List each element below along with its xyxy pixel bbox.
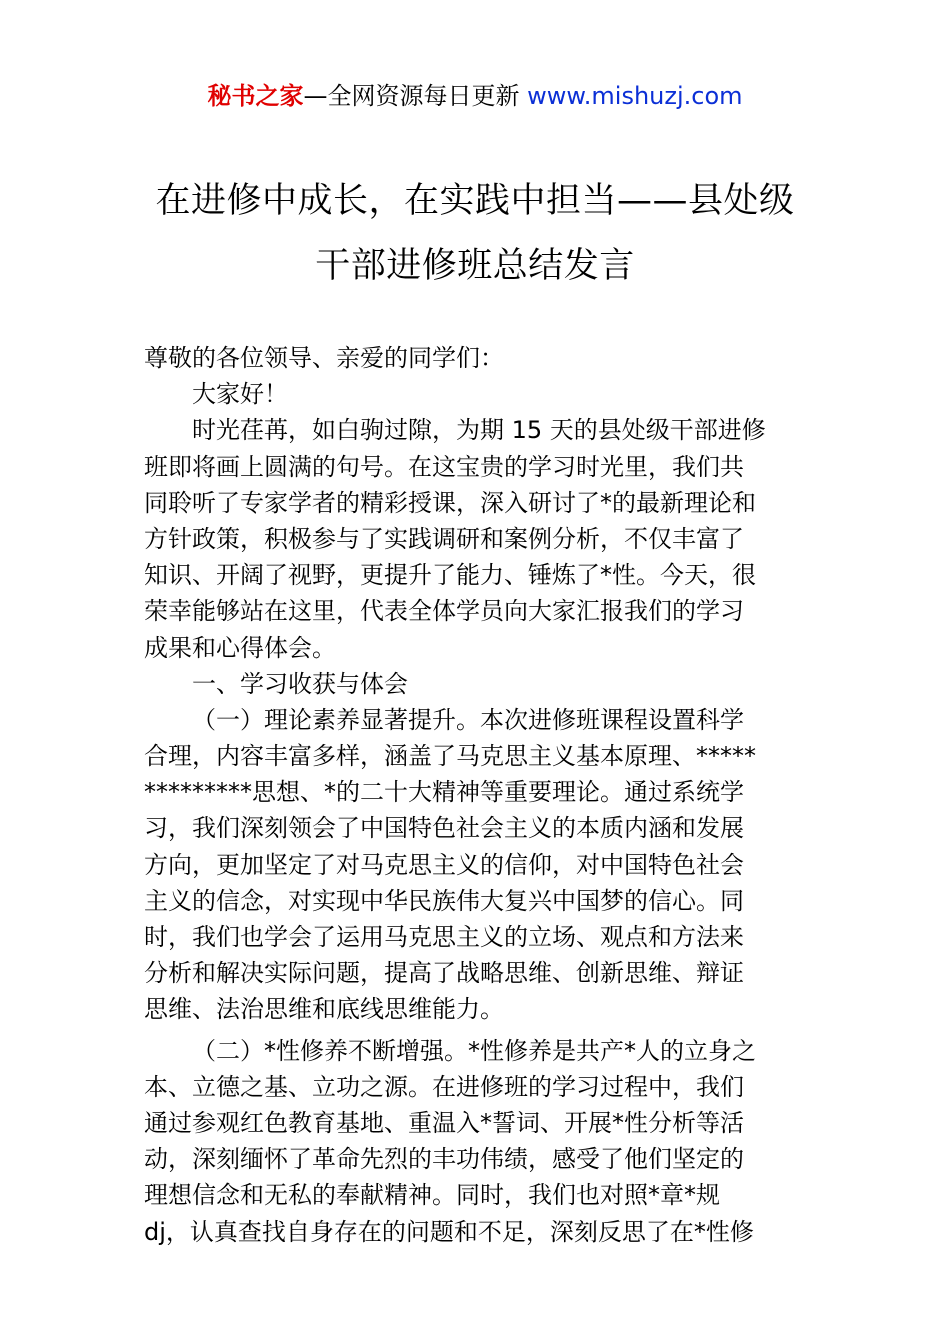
body-line: 方向，更加坚定了对马克思主义的信仰，对中国特色社会 <box>144 850 744 879</box>
body-line: 动，深刻缅怀了革命先烈的丰功伟绩，感受了他们坚定的 <box>144 1145 744 1174</box>
greeting: 大家好！ <box>192 380 288 409</box>
site-tagline: —全网资源每日更新 <box>303 82 528 110</box>
body-line: 思维、法治思维和底线思维能力。 <box>144 995 504 1024</box>
document-title <box>100 174 850 293</box>
site-header <box>0 78 950 114</box>
body-line: 知识、开阔了视野，更提升了能力、锤炼了*性。今天，很 <box>144 561 756 590</box>
body-line: 班即将画上圆满的句号。在这宝贵的学习时光里，我们共 <box>144 452 744 481</box>
body-line: 通过参观红色教育基地、重温入*誓词、开展*性分析等活 <box>144 1108 744 1137</box>
body-line: 时，我们也学会了运用马克思主义的立场、观点和方法来 <box>144 923 744 951</box>
title-line-2: 干部进修班总结发言 <box>315 246 635 286</box>
body-line: 成果和心得体会。 <box>144 633 336 662</box>
site-url[interactable]: www.mishuzj.com <box>527 82 743 110</box>
body-line: 时光荏苒，如白驹过隙，为期 15 天的县处级干部进修 <box>192 416 766 445</box>
body-line: 理想信念和无私的奉献精神。同时，我们也对照*章*规 <box>144 1181 720 1210</box>
body-line: *********思想、*的二十大精神等重要理论。通过系统学 <box>144 778 744 807</box>
body-line: （一）理论素养显著提升。本次进修班课程设置科学 <box>192 705 744 734</box>
body-line: 荣幸能够站在这里，代表全体学员向大家汇报我们的学习 <box>144 597 744 626</box>
body-line: 本、立德之基、立功之源。在进修班的学习过程中，我们 <box>144 1072 744 1101</box>
body-line: 分析和解决实际问题，提高了战略思维、创新思维、辩证 <box>144 959 744 988</box>
document-body <box>144 340 814 1250</box>
title-line-1: 在进修中成长，在实践中担当——县处级 <box>155 181 795 221</box>
body-line: 方针政策，积极参与了实践调研和案例分析，不仅丰富了 <box>144 524 744 553</box>
body-line: 主义的信念，对实现中华民族伟大复兴中国梦的信心。同 <box>144 886 744 915</box>
body-line: （二）*性修养不断增强。*性修养是共产*人的立身之 <box>192 1036 756 1065</box>
salutation: 尊敬的各位领导、亲爱的同学们： <box>144 344 504 372</box>
body-line: 同聆听了专家学者的精彩授课，深入研讨了*的最新理论和 <box>144 488 756 517</box>
body-line: 合理，内容丰富多样，涵盖了马克思主义基本原理、***** <box>144 742 756 771</box>
section-heading: 一、学习收获与体会 <box>192 669 408 698</box>
site-brand: 秘书之家 <box>207 82 304 110</box>
body-line: dj，认真查找自身存在的问题和不足，深刻反思了在*性修 <box>144 1217 754 1246</box>
body-line: 习，我们深刻领会了中国特色社会主义的本质内涵和发展 <box>144 814 744 843</box>
